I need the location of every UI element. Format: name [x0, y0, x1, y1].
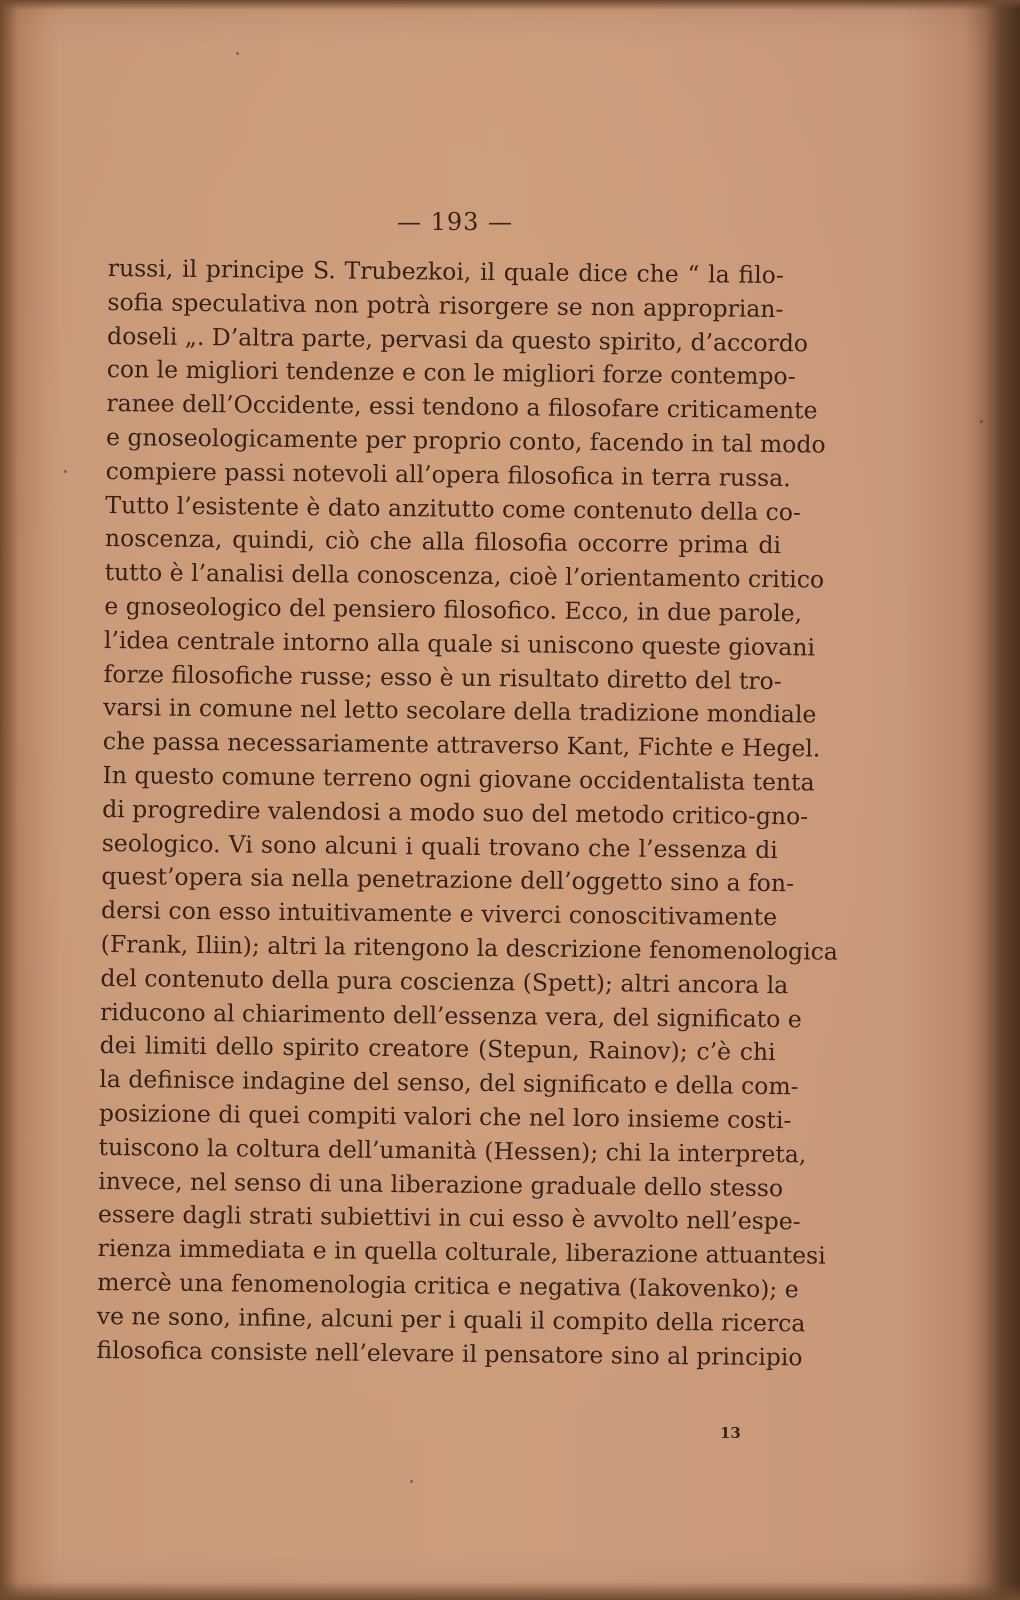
text-line: con le migliori tendenze e con le migliori forze contempo- [106, 355, 796, 391]
text-line: varsi in comune nel letto secolare della tradizione mondiale [103, 693, 817, 729]
text-line: In questo comune terreno ogni giovane occidentalista tenta [102, 760, 815, 797]
text-line: forze filosofiche russe; esso è un risultato diretto del tro- [103, 659, 782, 695]
text-line: filosofica consiste nell’elevare il pensatore sino al principio [96, 1335, 803, 1371]
text-line: ranee dell’Occidente, essi tendono a filosofare criticamente [106, 389, 818, 425]
text-line: quest’opera sia nella penetrazione dell’oggetto sino a fon- [101, 862, 795, 898]
body-text [96, 252, 839, 1374]
text-line: rienza immediata e in quella colturale, liberazione attuantesi [97, 1234, 826, 1270]
paper-speck [410, 1480, 413, 1483]
text-line: essere dagli strati subiettivi in cui esso è avvolto nell’espe- [97, 1200, 801, 1236]
signature-mark: 13 [720, 1424, 741, 1442]
paper-speck [980, 420, 983, 423]
text-line: invece, nel senso di una liberazione graduale dello stesso [98, 1166, 784, 1202]
text-line: tutto è l’analisi della conoscenza, cioè l’orientamento critico [104, 558, 825, 594]
text-line: e gnoseologico del pensiero filosofico. Ecco, in due parole, [104, 591, 803, 628]
paper-speck [64, 470, 67, 473]
text-line: la definisce indagine del senso, del significato e della com- [99, 1065, 799, 1101]
text-line: (Frank, Iliin); altri la ritengono la descrizione fenomenologica [100, 929, 839, 966]
text-line: noscenza, quindi, ciò che alla filosofia occorre prima di [104, 524, 782, 560]
text-line: ve ne sono, infine, alcuni per i quali il compito della ricerca [96, 1301, 806, 1338]
text-line: Tutto l’esistente è dato anzitutto come contenuto della co- [105, 490, 802, 526]
page-edge-bottom [0, 1582, 1020, 1600]
text-line: compiere passi notevoli all’opera filosofica in terra russa. [105, 456, 791, 492]
paper-speck [236, 52, 239, 55]
text-line: sofia speculativa non potrà risorgere se non approprian- [107, 287, 784, 323]
text-line: del contenuto della pura coscienza (Spett); altri ancora la [100, 963, 789, 999]
page-edge-top [0, 0, 1020, 10]
text-line: dersi con esso intuitivamente e viverci conoscitivamente [100, 896, 778, 932]
text-line: che passa necessariamente attraverso Kant, Fichte e Hegel. [102, 727, 821, 763]
text-line: doseli „. D’altra parte, pervasi da questo spirito, d’accordo [106, 321, 809, 357]
text-line: russi, il principe S. Trubezkoi, il quale dice che “ la filo- [107, 253, 784, 290]
text-line: di progredire valendosi a modo suo del metodo critico-gno- [102, 794, 809, 831]
text-line: mercè una fenomenologia critica e negativa (Iakovenko); e [97, 1267, 799, 1304]
text-line: e gnoseologicamente per proprio conto, facendo in tal modo [105, 422, 826, 459]
text-line: l’idea centrale intorno alla quale si uniscono queste giovani [103, 625, 816, 662]
text-line: posizione di quei compiti valori che nel loro insieme costi- [98, 1098, 792, 1135]
text-line: tuiscono la coltura dell’umanità (Hessen); chi la interpreta, [98, 1132, 807, 1169]
text-line: riducono al chiarimento dell’essenza vera, del significato e [99, 997, 802, 1033]
text-line: seologico. Vi sono alcuni i quali trovano che l’essenza di [101, 828, 778, 864]
page-number: — 193 — [396, 208, 514, 236]
text-line: dei limiti dello spirito creatore (Stepun, Rainov); c’è chi [99, 1031, 776, 1067]
